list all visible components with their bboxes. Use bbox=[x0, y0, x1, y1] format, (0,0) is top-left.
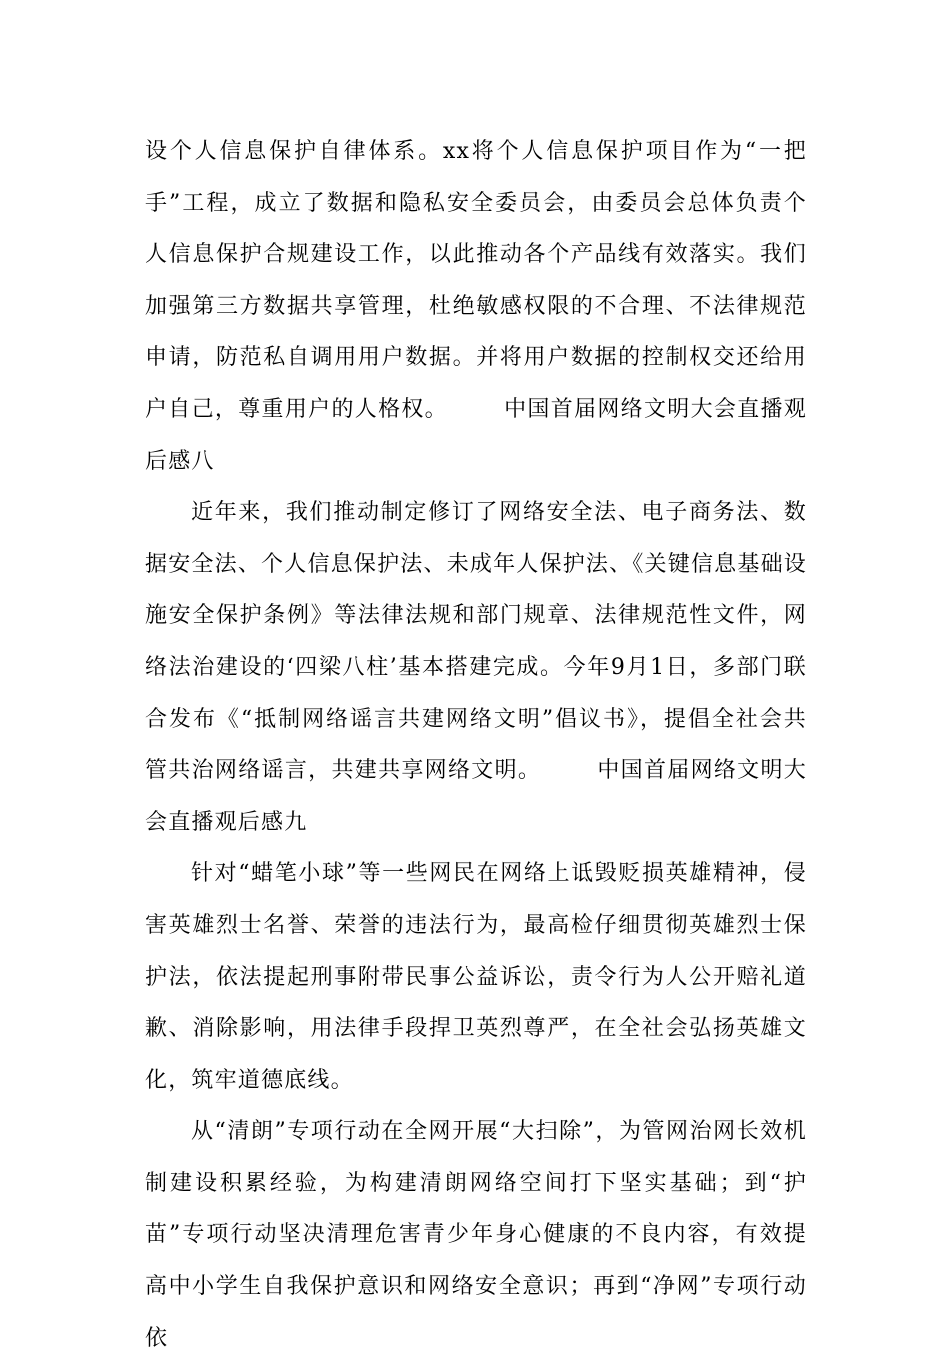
paragraph-2 bbox=[145, 487, 807, 848]
paragraph-4-text: 从“清朗”专项行动在全网开展“大扫除”，为管网治网长效机制建设积累经验，为构建清朗网络空间打下坚实基础；到“护苗”专项行动坚决清理危害青少年身心健康的不良内容，有效提高中小学生自我保护意识和网络安全意识；再到“净网”专项行动依 bbox=[145, 1119, 807, 1351]
paragraph-1 bbox=[145, 126, 807, 487]
paragraph-3-text: 针对“蜡笔小球”等一些网民在网络上诋毁贬损英雄精神，侵害英雄烈士名誉、荣誉的违法行为，最高检仔细贯彻英雄烈士保护法，依法提起刑事附带民事公益诉讼，责令行为人公开赔礼道歉、消除影响，用法律手段捍卫英烈尊严，在全社会弘扬英雄文化，筑牢道德底线。 bbox=[145, 861, 807, 1093]
paragraph-3 bbox=[145, 848, 807, 1106]
section-heading-8: 中国首届网络文明大会直播观后感八 bbox=[145, 396, 807, 474]
section-heading-9: 中国首届网络文明大会直播观后感九 bbox=[145, 758, 807, 835]
paragraph-2-text: 近年来，我们推动制定修订了网络安全法、电子商务法、数据安全法、个人信息保护法、未成年人保护法、《关键信息基础设施安全保护条例》等法律法规和部门规章、法律规范性文件，网络法治建设的‘四梁八柱’基本搭建完成。今年9月1日，多部门联合发布《“抵制网络谣言共建网络文明”倡议书》，提倡全社会共管共治网络谣言，共建共享网络文明。 bbox=[145, 500, 807, 784]
paragraph-4 bbox=[145, 1106, 807, 1364]
document-body bbox=[145, 126, 807, 1364]
paragraph-1-text: 设个人信息保护自律体系。xx将个人信息保护项目作为“一把手”工程，成立了数据和隐私安全委员会，由委员会总体负责个人信息保护合规建设工作，以此推动各个产品线有效落实。我们加强第三方数据共享管理，杜绝敏感权限的不合理、不法律规范申请，防范私自调用用户数据。并将用户数据的控制权交还给用户自己，尊重用户的人格权。 bbox=[145, 139, 807, 422]
